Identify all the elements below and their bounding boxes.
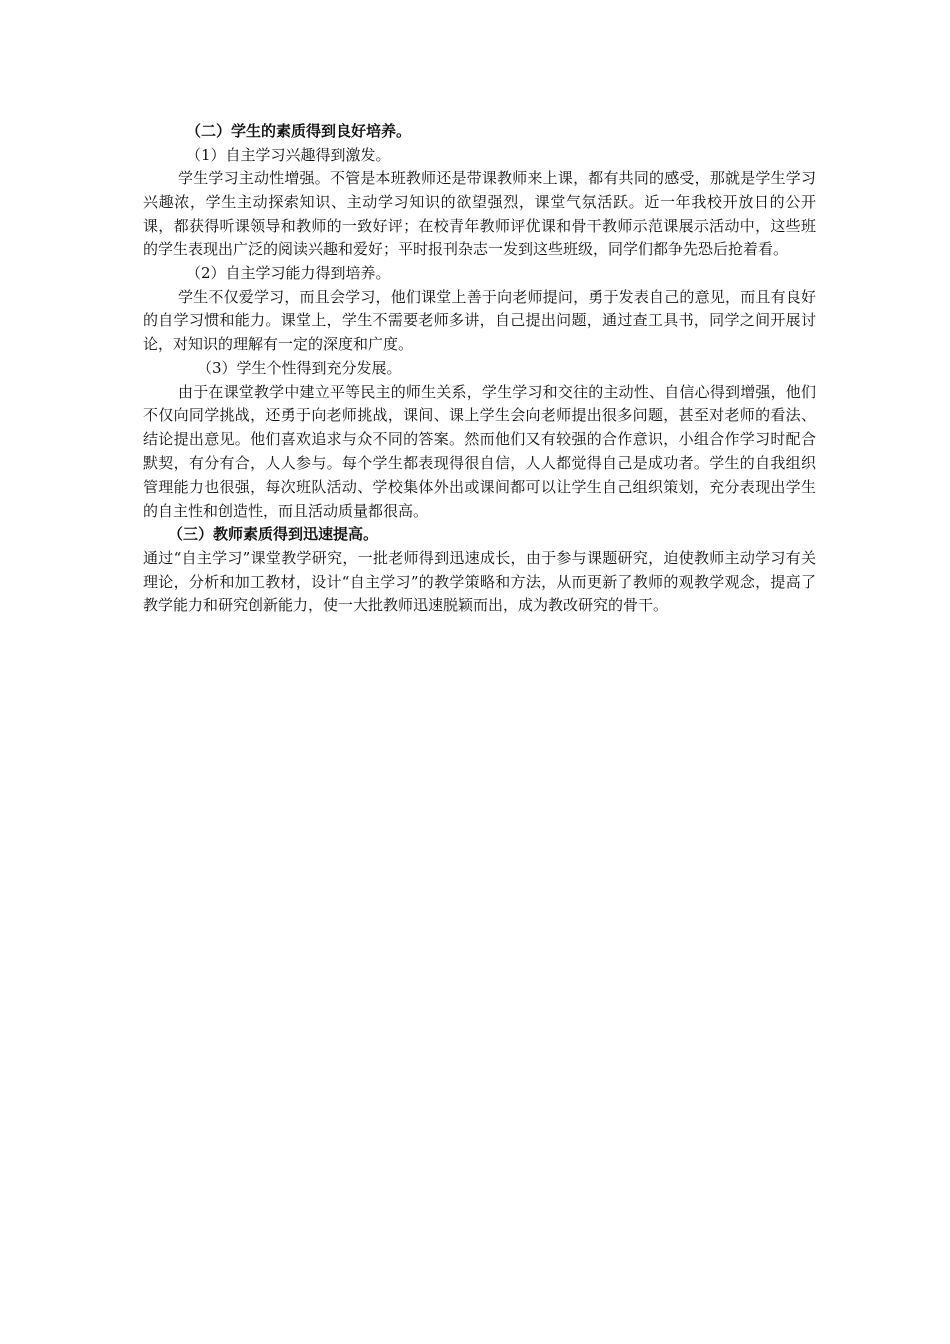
subsection-1-paragraph: 学生学习主动性增强。不管是本班教师还是带课教师来上课，都有共同的感受，那就是学生学习兴趣浓，学生主动探索知识、主动学习知识的欲望强烈，课堂气氛活跃。近一年我校开放日的公开课，都获得听课领导和教师的一致好评；在校青年教师评优课和骨干教师示范课展示活动中，这些班的学生表现出广泛的阅读兴趣和爱好；平时报刊杂志一发到这些班级，同学们都争先恐后抢着看。 <box>143 169 816 259</box>
subsection-3-paragraph: 由于在课堂教学中建立平等民主的师生关系，学生学习和交往的主动性、自信心得到增强，他们不仅向同学挑战，还勇于向老师挑战，课间、课上学生会向老师提出很多问题，甚至对老师的看法、结论提出意见。他们喜欢追求与众不同的答案。然而他们又有较强的合作意识，小组合作学习时配合默契，有分有合，人人参与。每个学生都表现得很自信，人人都觉得自己是成功者。学生的自我组织管理能力也很强，每次班队活动、学校集体外出或课间都可以让学生自己组织策划，充分表现出学生的自主性和创造性，而且活动质量都很高。 <box>143 382 816 520</box>
subsection-2-paragraph: 学生不仅爱学习，而且会学习，他们课堂上善于向老师提问，勇于发表自己的意见，而且有良好的自学习惯和能力。课堂上，学生不需要老师多讲，自己提出问题，通过查工具书，同学之间开展讨论，对知识的理解有一定的深度和广度。 <box>143 287 816 354</box>
section-2-heading: （二）学生的素质得到良好培养。 <box>186 122 412 140</box>
subsection-3-heading: （3）学生个性得到充分发展。 <box>197 359 402 378</box>
subsection-2-heading: （2）自主学习能力得到培养。 <box>186 264 391 283</box>
subsection-1-heading: （1）自主学习兴趣得到激发。 <box>186 145 391 164</box>
section-3-paragraph: 通过“自主学习”课堂教学研究，一批老师得到迅速成长，由于参与课题研究，迫使教师主动学习有关理论，分析和加工教材，设计“自主学习”的教学策略和方法，从而更新了教师的观教学观念，提高了教学能力和研究创新能力，使一大批教师迅速脱颖而出，成为教改研究的骨干。 <box>143 548 816 615</box>
section-3-heading: （三）教师素质得到迅速提高。 <box>168 525 379 544</box>
document-page <box>143 120 816 618</box>
